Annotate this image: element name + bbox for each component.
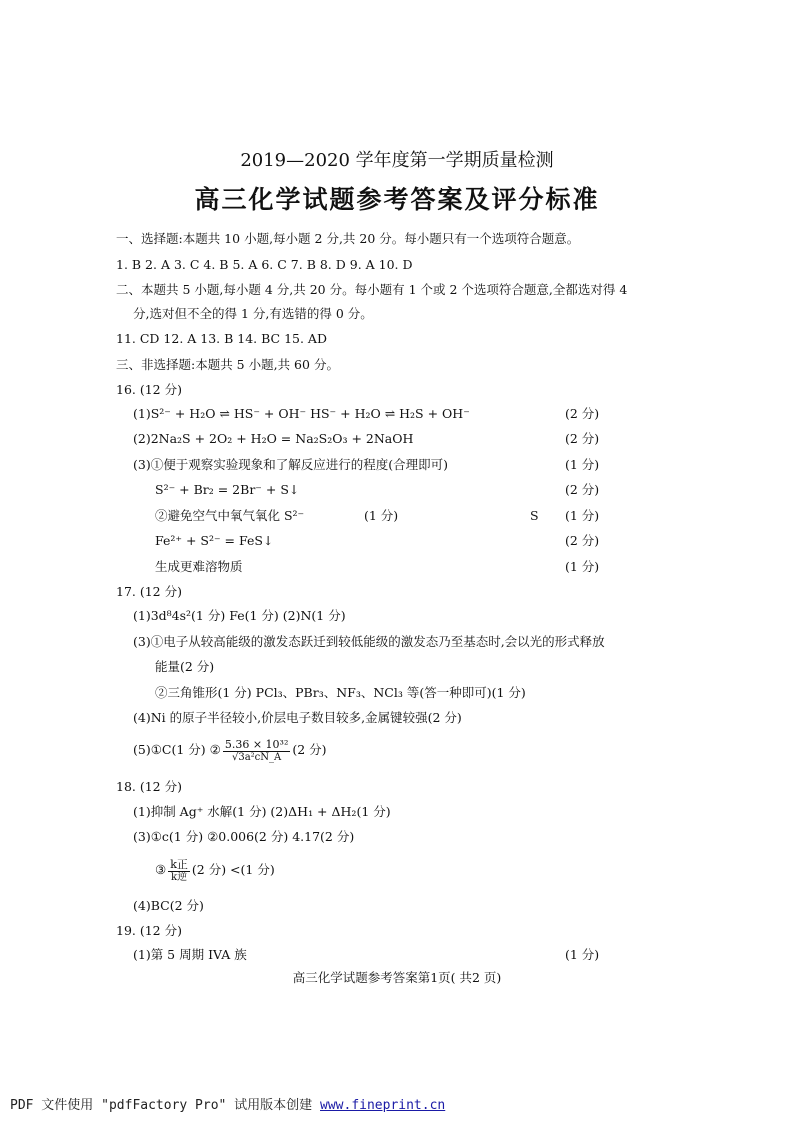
exam-year-title: 2019—2020 学年度第一学期质量检测 <box>240 150 554 171</box>
section2-heading-line2: 分,选对但不全的得 1 分,有选错的得 0 分。 <box>133 306 373 321</box>
fraction-denominator: k逆 <box>171 871 188 883</box>
q17-line6-suffix: (2 分) <box>292 742 327 757</box>
q19-line1: (1)第 5 周期 IVA 族 <box>133 947 247 962</box>
section3-heading: 三、非选择题:本题共 5 小题,共 60 分。 <box>116 357 339 372</box>
q17-line6-prefix: (5)①C(1 分) ② <box>133 742 221 757</box>
q16-line3: (3)①便于观察实验现象和了解反应进行的程度(合理即可) <box>133 457 448 472</box>
density-fraction <box>223 738 291 764</box>
q18-line3-prefix: ③ <box>155 862 167 877</box>
answer-key-title: 高三化学试题参考答案及评分标准 <box>194 185 600 214</box>
q18-line3-suffix: (2 分) <(1 分) <box>191 862 275 877</box>
q16-line1-score: (2 分) <box>565 406 600 421</box>
q16-line3-score: (1 分) <box>565 457 600 472</box>
fraction-denominator: √3a²cN_A <box>231 751 282 763</box>
q17-header: 17. (12 分) <box>116 584 182 599</box>
q16-line2-score: (2 分) <box>565 431 600 446</box>
q16-header: 16. (12 分) <box>116 382 182 397</box>
q16-line7-score: (1 分) <box>565 559 600 574</box>
q16-line2: (2)2Na₂S + 2O₂ + H₂O = Na₂S₂O₃ + 2NaOH <box>133 431 414 446</box>
section2-answers: 11. CD 12. A 13. B 14. BC 15. AD <box>116 331 327 346</box>
q19-header: 19. (12 分) <box>116 923 182 938</box>
q17-line3: 能量(2 分) <box>155 659 215 674</box>
q18-line1: (1)抑制 Ag⁺ 水解(1 分) (2)ΔH₁ + ΔH₂(1 分) <box>133 804 391 819</box>
q16-line1: (1)S²⁻ + H₂O ⇌ HS⁻ + OH⁻ HS⁻ + H₂O ⇌ H₂S + OH⁻ <box>133 406 470 421</box>
q18-line3 <box>155 856 275 884</box>
section2-heading-line1: 二、本题共 5 小题,每小题 4 分,共 20 分。每小题有 1 个或 2 个选项符合题意,全都选对得 4 <box>116 282 628 297</box>
fraction-numerator: 5.36 × 10³² <box>224 737 289 751</box>
q16-line5-mid-score: (1 分) <box>364 508 399 523</box>
fineprint-link[interactable]: www.fineprint.cn <box>320 1098 446 1113</box>
q16-line5: ②避免空气中氧气氧化 S²⁻ <box>155 508 305 523</box>
rate-constant-fraction <box>168 858 190 884</box>
q16-line6: Fe²⁺ + S²⁻ = FeS↓ <box>155 533 274 548</box>
q17-line4: ②三角锥形(1 分) PCl₃、PBr₃、NF₃、NCl₃ 等(答一种即可)(1 分) <box>155 685 526 700</box>
q18-line2: (3)①c(1 分) ②0.006(2 分) 4.17(2 分) <box>133 829 355 844</box>
q18-line4: (4)BC(2 分) <box>133 898 204 913</box>
q17-line6 <box>133 736 327 764</box>
q16-line4: S²⁻ + Br₂ = 2Br⁻ + S↓ <box>155 482 300 497</box>
q16-line4-score: (2 分) <box>565 482 600 497</box>
section1-answers: 1. B 2. A 3. C 4. B 5. A 6. C 7. B 8. D 9. A 10. D <box>116 257 413 272</box>
q16-line5-s: S <box>530 508 539 523</box>
pdf-generator-text: PDF 文件使用 "pdfFactory Pro" 试用版本创建 <box>10 1098 321 1113</box>
pdf-generator-footer <box>10 1094 445 1113</box>
q17-line1: (1)3d⁸4s²(1 分) Fe(1 分) (2)N(1 分) <box>133 608 346 623</box>
q19-line1-score: (1 分) <box>565 947 600 962</box>
q17-line5: (4)Ni 的原子半径较小,价层电子数目较多,金属键较强(2 分) <box>133 710 462 725</box>
section1-heading: 一、选择题:本题共 10 小题,每小题 2 分,共 20 分。每小题只有一个选项符合题意。 <box>116 231 580 246</box>
q16-line6-score: (2 分) <box>565 533 600 548</box>
page-number-label: 高三化学试题参考答案第1页( 共2 页) <box>292 970 502 985</box>
q18-header: 18. (12 分) <box>116 779 182 794</box>
fraction-numerator: k正 <box>170 857 188 871</box>
q16-line7: 生成更难溶物质 <box>155 559 243 574</box>
q16-line5-score: (1 分) <box>565 508 600 523</box>
q17-line2: (3)①电子从较高能级的激发态跃迁到较低能级的激发态乃至基态时,会以光的形式释放 <box>133 634 605 649</box>
